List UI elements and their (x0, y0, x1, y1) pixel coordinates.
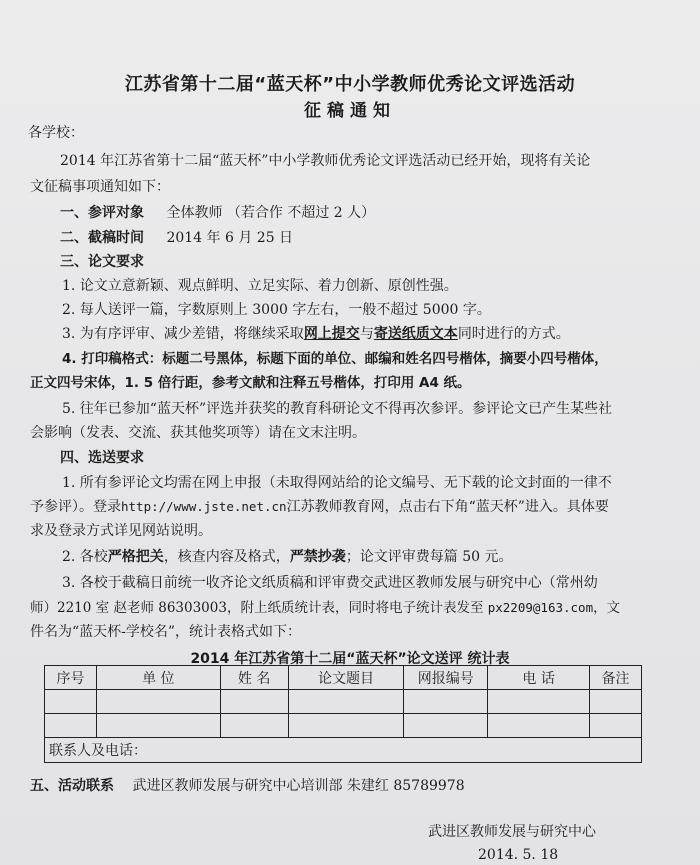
signature-org: 武进区教师发展与研究中心 (428, 824, 596, 840)
submission-1-line-3: 求及登录方式详见网站说明。 (30, 523, 212, 539)
section-5-label: 五、活动联系 (30, 778, 114, 794)
requirement-1: 1. 论文立意新颖、观点鲜明、立足实际、着力创新、原创性强。 (62, 278, 458, 294)
section-2 (60, 229, 293, 247)
table-cell (45, 690, 97, 714)
stat-table-title: 2014 年江苏省第十二届“蓝天杯”论文送评 统计表 (190, 651, 510, 667)
requirement-3-post: 同时进行的方式。 (457, 326, 570, 342)
signature-date: 2014. 5. 18 (478, 847, 559, 863)
table-cell (404, 690, 488, 714)
section-3-label: 三、论文要求 (60, 254, 144, 270)
requirement-4-line-1: 4. 打印稿格式：标题二号黑体，标题下面的单位、邮编和姓名四号楷体，摘要小四号楷体， (62, 351, 608, 367)
requirement-4-line-2: 正文四号宋体，1. 5 倍行距，参考文献和注释五号楷体，打印用 A4 纸。 (30, 375, 471, 391)
table-cell (288, 690, 404, 714)
section-5 (30, 777, 465, 795)
submission-3-post: ，文 (593, 600, 621, 616)
section-1-label: 一、参评对象 (60, 205, 144, 221)
table-cell (96, 714, 220, 738)
section-4-label: 四、选送要求 (60, 450, 144, 466)
table-cell (488, 714, 590, 738)
header-name: 姓 名 (220, 666, 288, 690)
table-cell (45, 714, 97, 738)
contact-label: 联系人及电话： (45, 738, 642, 763)
section-2-value: 2014 年 6 月 25 日 (166, 230, 294, 246)
submission-1-post: 江苏教师教育网，点击右下角“蓝天杯”进入。具体要 (286, 499, 609, 515)
section-1 (60, 204, 375, 222)
requirement-3-pre: 3. 为有序评审、减少差错，将继续采取 (62, 326, 304, 342)
submission-2-mid: ，核查内容及格式， (163, 549, 290, 565)
email-address: px2209@163.com (487, 600, 594, 615)
section-2-label: 二、截稿时间 (60, 230, 144, 246)
submission-2-pre: 2. 各校 (62, 549, 108, 565)
document-subtitle: 征稿通知 (304, 101, 396, 121)
table-header-row (45, 666, 642, 690)
section-1-value: 全体教师 （若合作 不超过 2 人） (166, 205, 376, 221)
table-row (45, 714, 642, 738)
requirement-5-line-1: 5. 往年已参加“蓝天杯”评选并获奖的教育科研论文不得再次参评。参评论文已产生某些社 (62, 401, 613, 417)
submission-2-post: ；论文评审费每篇 50 元。 (345, 549, 513, 565)
no-plagiarism-text: 严禁抄袭 (289, 549, 346, 565)
submission-3-line-1: 3. 各校于截稿日前统一收齐论文纸质稿和评审费交武进区教师发展与研究中心（常州幼 (62, 575, 598, 591)
submission-1-pre: 予参评）。登录 (30, 499, 121, 515)
table-row (45, 690, 642, 714)
requirement-2: 2. 每人送评一篇，字数原则上 3000 字左右，一般不超过 5000 字。 (62, 302, 491, 318)
website-url: http://www.jste.net.cn (121, 499, 287, 514)
submission-3-line-2 (30, 599, 620, 617)
intro-line-1: 2014 年江苏省第十二届“蓝天杯”中小学教师优秀论文评选活动已经开始，现将有关论 (60, 153, 591, 169)
requirement-3-mid: 与 (359, 326, 374, 342)
table-contact-row (45, 738, 642, 763)
requirement-3 (62, 325, 570, 343)
strict-check-text: 严格把关 (107, 549, 164, 565)
header-index: 序号 (45, 666, 97, 690)
table-cell (96, 690, 220, 714)
submission-3-line-3: 件名为“蓝天杯-学校名”，统计表格式如下： (30, 624, 302, 640)
table-cell (590, 690, 642, 714)
table-cell (488, 690, 590, 714)
header-web-id: 网报编号 (404, 666, 488, 690)
table-cell (220, 714, 288, 738)
intro-line-2: 文征稿事项通知如下： (30, 179, 170, 195)
header-remark: 备注 (590, 666, 642, 690)
section-5-value: 武进区教师发展与研究中心培训部 朱建红 85789978 (132, 778, 465, 794)
table-cell (590, 714, 642, 738)
table-cell (288, 714, 404, 738)
submission-1-line-2 (30, 498, 609, 516)
submission-3-pre: 师）2210 室 赵老师 86303003，附上纸质统计表，同时将电子统计表发至 (30, 600, 488, 616)
header-paper-title: 论文题目 (288, 666, 404, 690)
stat-table (44, 665, 642, 763)
submission-1-line-1: 1. 所有参评论文均需在网上申报（未取得网站给的论文编号、无下载的论文封面的一律不 (62, 475, 612, 491)
table-cell (404, 714, 488, 738)
document-title: 江苏省第十二届“蓝天杯”中小学教师优秀论文评选活动 (124, 74, 576, 95)
greeting: 各学校： (28, 125, 84, 141)
header-unit: 单 位 (96, 666, 220, 690)
header-phone: 电 话 (488, 666, 590, 690)
requirement-5-line-2: 会影响（发表、交流、获其他奖项等）请在文末注明。 (30, 425, 366, 441)
mail-paper-text: 寄送纸质文本 (373, 326, 458, 342)
table-cell (220, 690, 288, 714)
submission-2 (62, 548, 513, 566)
online-submit-text: 网上提交 (303, 326, 360, 342)
